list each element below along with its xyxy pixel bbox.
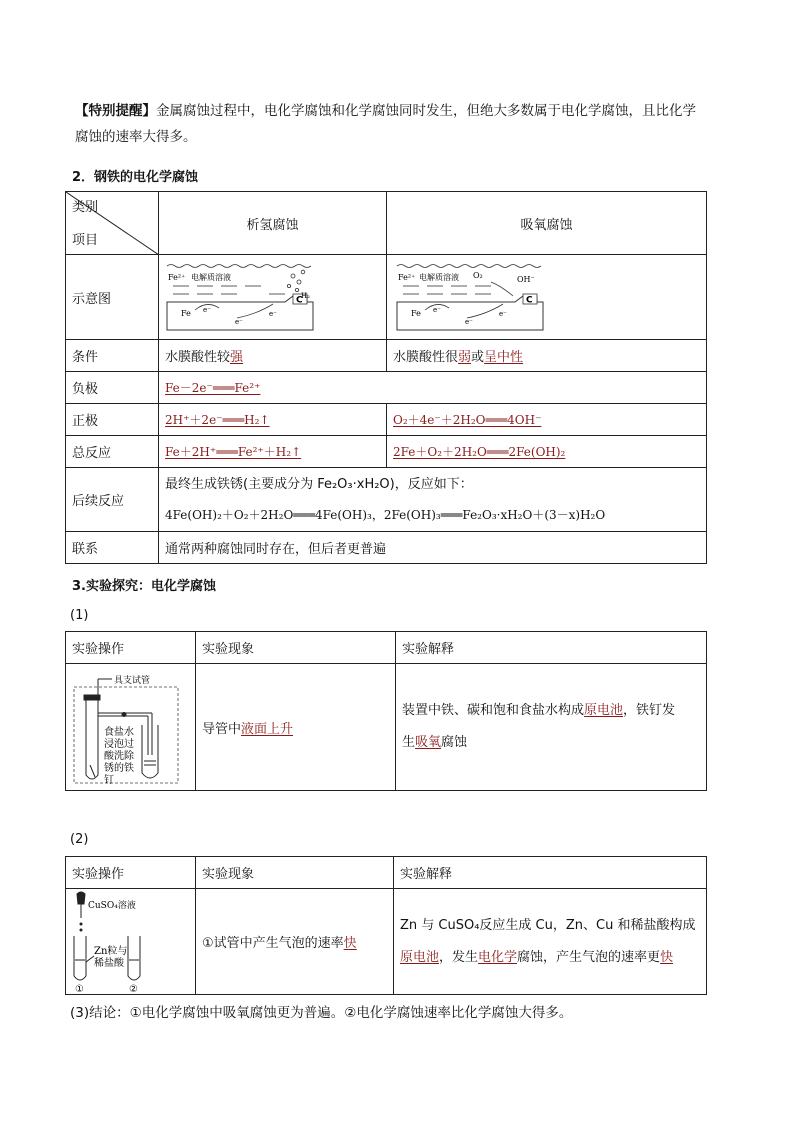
condition-oxygen-text: 水膜酸性很 bbox=[393, 350, 459, 365]
follow-line-2: 4Fe(OH)₂＋O₂＋2H₂O═══4Fe(OH)₃，2Fe(OH)₃═══Fe₂O₃·xH₂O＋(3－x)H₂O bbox=[165, 507, 606, 522]
negative-row bbox=[66, 372, 707, 404]
electron-label-2: e⁻ bbox=[235, 318, 243, 326]
exp2-exp-answer-2: 电化学 bbox=[478, 949, 518, 965]
negative-equation-cell bbox=[159, 372, 707, 404]
condition-oxygen-or: 或 bbox=[471, 350, 485, 365]
table-header-row bbox=[66, 192, 707, 255]
exp2-tube-2-label: ② bbox=[129, 983, 138, 994]
electron-label-3: e⁻ bbox=[499, 310, 507, 318]
exp2-zn-label-1: Zn粒与 bbox=[94, 945, 128, 957]
experiment2-row bbox=[66, 889, 707, 995]
relation-text: 通常两种腐蚀同时存在，但后者更普遍 bbox=[159, 532, 707, 564]
follow-line-1: 最终生成铁锈(主要成分为 Fe₂O₃·xH₂O)，反应如下： bbox=[165, 476, 473, 492]
oxygen-diagram-cell bbox=[387, 255, 707, 340]
exp1-label-5: 钉 bbox=[104, 774, 114, 786]
total-row bbox=[66, 436, 707, 468]
exp1-phen-text: 导管中 bbox=[202, 721, 242, 737]
experiment1-table bbox=[65, 631, 707, 791]
header-item: 项目 bbox=[72, 233, 99, 248]
relation-label: 联系 bbox=[66, 532, 159, 564]
exp1-exp-text-2: ，铁钉发 bbox=[623, 703, 676, 718]
exp1-tube-label: 具支试管 bbox=[114, 675, 151, 686]
exp1-label-4: 锈的铁 bbox=[104, 762, 134, 774]
fe-label: Fe bbox=[181, 309, 191, 318]
exp2-phen-text: ①试管中产生气泡的速率 bbox=[202, 936, 344, 951]
negative-equation: Fe－2e⁻═══Fe²⁺ bbox=[165, 381, 261, 395]
corrosion-table bbox=[65, 191, 707, 564]
part1-label: (1) bbox=[70, 608, 89, 623]
total-oxygen-equation: 2Fe＋O₂＋2H₂O═══2Fe(OH)₂ bbox=[393, 445, 566, 459]
follow-label: 后续反应 bbox=[66, 468, 159, 532]
exp2-header-explanation: 实验解释 bbox=[394, 857, 707, 889]
oh-label: OH⁻ bbox=[517, 275, 535, 284]
positive-oxygen-equation: O₂＋4e⁻＋2H₂O═══4OH⁻ bbox=[393, 413, 542, 427]
exp1-exp-line-2 bbox=[402, 727, 700, 759]
exp1-label-1: 食盐水 bbox=[104, 726, 134, 738]
carbon-label: C bbox=[296, 295, 303, 306]
hydrogen-diagram-cell bbox=[159, 255, 387, 340]
negative-label: 负极 bbox=[66, 372, 159, 404]
condition-label: 条件 bbox=[66, 340, 159, 372]
positive-row bbox=[66, 404, 707, 436]
exp1-explanation-cell bbox=[396, 664, 707, 791]
follow-cell bbox=[159, 468, 707, 532]
exp1-header-explanation: 实验解释 bbox=[396, 632, 707, 664]
positive-oxygen-cell bbox=[387, 404, 707, 436]
exp2-cuso4-label: CuSO₄溶液 bbox=[88, 900, 136, 911]
experiment1-row bbox=[66, 664, 707, 791]
fe2-label: Fe²⁺ bbox=[398, 273, 416, 282]
total-label: 总反应 bbox=[66, 436, 159, 468]
exp2-phen-answer: 快 bbox=[343, 936, 357, 951]
electron-label-2: e⁻ bbox=[465, 318, 473, 326]
tip-text-2: 腐蚀的速率大得多。 bbox=[75, 129, 197, 145]
hydrogen-corrosion-diagram bbox=[165, 258, 315, 336]
exp2-exp-answer-1: 原电池 bbox=[400, 949, 440, 965]
o2-label: O₂ bbox=[473, 271, 483, 280]
diagram-row bbox=[66, 255, 707, 340]
electron-label-1: e⁻ bbox=[203, 306, 211, 314]
exp1-exp-text-4: 腐蚀 bbox=[441, 735, 468, 750]
exp1-header-operation: 实验操作 bbox=[66, 632, 196, 664]
exp1-label-3: 酸洗除 bbox=[104, 750, 134, 762]
exp1-apparatus-diagram bbox=[66, 665, 194, 790]
diagonal-header-cell bbox=[66, 192, 159, 255]
condition-row bbox=[66, 340, 707, 372]
exp1-exp-text-1: 装置中铁、碳和饱和食盐水构成 bbox=[402, 703, 585, 718]
oxygen-corrosion-diagram bbox=[395, 258, 545, 336]
experiment2-table bbox=[65, 856, 707, 995]
exp2-header-operation: 实验操作 bbox=[66, 857, 196, 889]
diagram-row-label: 示意图 bbox=[66, 255, 159, 340]
carbon-label: C bbox=[526, 295, 533, 306]
tip-paragraph bbox=[75, 98, 725, 150]
exp1-phenomenon-cell bbox=[196, 664, 396, 791]
exp2-exp-text-2: 腐蚀，产生气泡的速率更 bbox=[517, 949, 661, 965]
section2-title: 2．钢铁的电化学腐蚀 bbox=[72, 170, 199, 185]
fe-label: Fe bbox=[411, 309, 421, 318]
exp2-exp-answer-3: 快 bbox=[660, 949, 674, 965]
exp2-zn-label-2: 稀盐酸 bbox=[94, 957, 124, 969]
follow-row bbox=[66, 468, 707, 532]
positive-label: 正极 bbox=[66, 404, 159, 436]
condition-hydrogen bbox=[159, 340, 387, 372]
exp2-phenomenon-cell bbox=[196, 889, 394, 995]
exp2-exp-line-2 bbox=[400, 942, 700, 974]
part2-label: (2) bbox=[70, 832, 89, 847]
header-category: 类别 bbox=[72, 200, 99, 215]
exp1-phen-answer: 液面上升 bbox=[241, 721, 294, 737]
condition-oxygen bbox=[387, 340, 707, 372]
section3-title: 3.实验探究：电化学腐蚀 bbox=[72, 579, 216, 594]
exp2-header-phenomenon: 实验现象 bbox=[196, 857, 394, 889]
fe2-label: Fe²⁺ bbox=[168, 273, 186, 282]
electron-label-3: e⁻ bbox=[269, 310, 277, 318]
exp2-apparatus-cell bbox=[66, 889, 196, 995]
header-oxygen: 吸氧腐蚀 bbox=[387, 192, 707, 255]
header-hydrogen: 析氢腐蚀 bbox=[159, 192, 387, 255]
total-oxygen-cell bbox=[387, 436, 707, 468]
exp1-exp-answer-1: 原电池 bbox=[584, 703, 624, 718]
condition-oxygen-answer-2: 呈中性 bbox=[484, 350, 524, 365]
electron-label-1: e⁻ bbox=[433, 306, 441, 314]
exp1-label-2: 浸泡过 bbox=[104, 738, 134, 750]
total-hydrogen-cell bbox=[159, 436, 387, 468]
exp2-exp-text-1: ，发生 bbox=[439, 949, 479, 965]
exp2-apparatus-diagram bbox=[66, 890, 194, 994]
positive-hydrogen-cell bbox=[159, 404, 387, 436]
h2-label: H₂ bbox=[301, 292, 310, 300]
electrolyte-label: 电解质溶液 bbox=[191, 273, 231, 282]
exp2-explanation-cell bbox=[394, 889, 707, 995]
electrolyte-label: 电解质溶液 bbox=[419, 273, 459, 282]
condition-hydrogen-answer: 强 bbox=[230, 350, 244, 365]
exp1-header-phenomenon: 实验现象 bbox=[196, 632, 396, 664]
exp2-exp-line-1: Zn 与 CuSO₄反应生成 Cu，Zn、Cu 和稀盐酸构成 bbox=[400, 917, 696, 933]
experiment1-header-row bbox=[66, 632, 707, 664]
exp1-exp-answer-2: 吸氧 bbox=[415, 735, 442, 750]
relation-row bbox=[66, 532, 707, 564]
condition-hydrogen-text: 水膜酸性较 bbox=[165, 350, 231, 365]
exp1-apparatus-cell bbox=[66, 664, 196, 791]
tip-label: 【特别提醒】 bbox=[75, 103, 156, 119]
conclusion: (3)结论：①电化学腐蚀中吸氧腐蚀更为普遍。②电化学腐蚀速率比化学腐蚀大得多。 bbox=[70, 1005, 573, 1021]
tip-text-1: 金属腐蚀过程中，电化学腐蚀和化学腐蚀同时发生，但绝大多数属于电化学腐蚀，且比化学 bbox=[156, 103, 696, 119]
experiment2-header-row bbox=[66, 857, 707, 889]
condition-oxygen-answer-1: 弱 bbox=[458, 350, 472, 365]
exp2-tube-1-label: ① bbox=[75, 983, 84, 994]
positive-hydrogen-equation: 2H⁺＋2e⁻═══H₂↑ bbox=[165, 413, 270, 427]
exp1-exp-line-1 bbox=[402, 695, 700, 727]
exp1-exp-text-3: 生 bbox=[402, 735, 416, 750]
total-hydrogen-equation: Fe＋2H⁺═══Fe²⁺＋H₂↑ bbox=[165, 445, 302, 459]
